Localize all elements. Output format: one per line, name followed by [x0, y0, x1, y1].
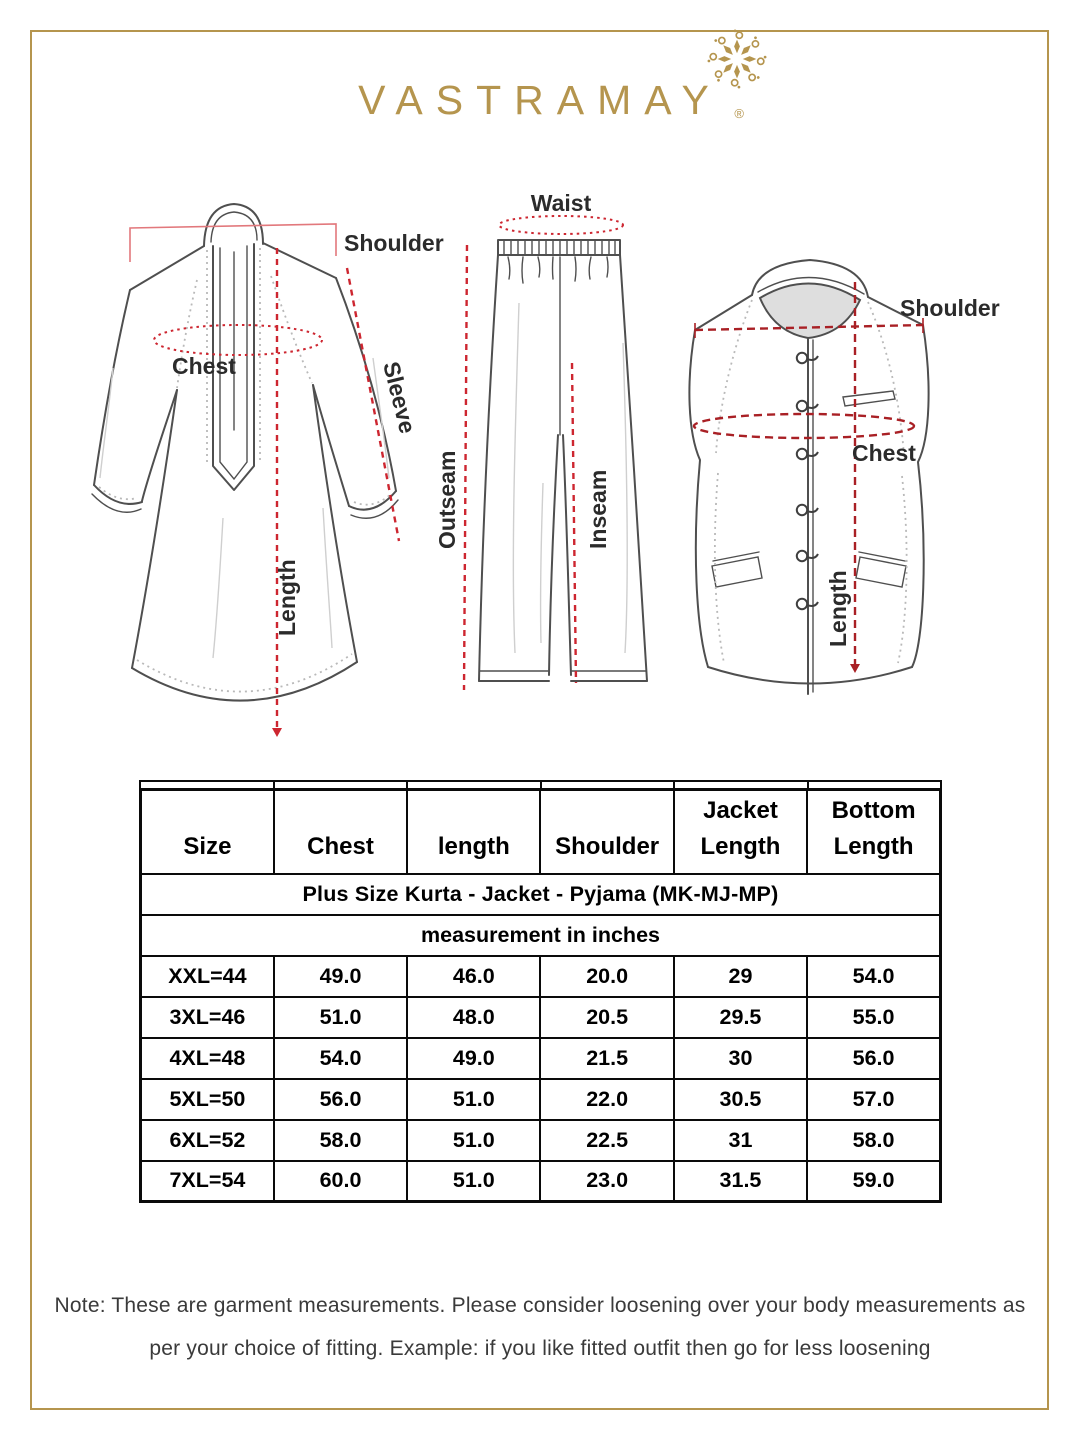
column-header-shoulder: Shoulder — [540, 790, 673, 874]
measurement-cell: 55.0 — [807, 997, 940, 1038]
measurement-cell: 30 — [674, 1038, 807, 1079]
size-table-body — [141, 956, 941, 1202]
registered-trademark: ® — [734, 106, 744, 121]
table-title-row — [141, 874, 941, 915]
kurta-sleeve-label: Sleeve — [378, 358, 422, 436]
size-cell: 5XL=50 — [141, 1079, 274, 1120]
measurement-cell: 20.5 — [540, 997, 673, 1038]
kurta-diagram — [73, 188, 449, 768]
measurement-cell: 51.0 — [407, 1161, 540, 1202]
measurement-cell: 51.0 — [274, 997, 407, 1038]
size-cell: 3XL=46 — [141, 997, 274, 1038]
table-row — [141, 1120, 941, 1161]
measurement-cell: 22.5 — [540, 1120, 673, 1161]
measurement-cell: 57.0 — [807, 1079, 940, 1120]
size-chart-table — [139, 780, 942, 1203]
pyjama-outseam-label: Outseam — [434, 450, 460, 549]
measurement-cell: 51.0 — [407, 1079, 540, 1120]
jacket-shoulder-label: Shoulder — [900, 295, 1000, 321]
table-row — [141, 956, 941, 997]
table-row — [141, 1079, 941, 1120]
pyjama-waist-label: Waist — [530, 190, 592, 216]
table-row — [141, 997, 941, 1038]
measurement-cell: 21.5 — [540, 1038, 673, 1079]
table-row — [141, 1161, 941, 1202]
measurement-cell: 22.0 — [540, 1079, 673, 1120]
size-cell: XXL=44 — [141, 956, 274, 997]
column-header-size: Size — [141, 790, 274, 874]
measurement-cell: 31.5 — [674, 1161, 807, 1202]
measurement-cell: 56.0 — [807, 1038, 940, 1079]
table-subtitle-row — [141, 915, 941, 956]
jacket-chest-label: Chest — [852, 440, 916, 466]
jacket-length-label: Length — [825, 570, 851, 647]
measurement-cell: 49.0 — [274, 956, 407, 997]
size-cell: 6XL=52 — [141, 1120, 274, 1161]
measurement-cell: 51.0 — [407, 1120, 540, 1161]
measurement-cell: 48.0 — [407, 997, 540, 1038]
measurement-cell: 60.0 — [274, 1161, 407, 1202]
measurement-cell: 29 — [674, 956, 807, 997]
measurement-cell: 56.0 — [274, 1079, 407, 1120]
table-header-row — [141, 790, 941, 874]
brand-logo — [0, 77, 1080, 123]
table-title: Plus Size Kurta - Jacket - Pyjama (MK-MJ-MP) — [141, 874, 941, 915]
measurement-cell: 58.0 — [807, 1120, 940, 1161]
measurement-cell: 59.0 — [807, 1161, 940, 1202]
measurement-cell: 23.0 — [540, 1161, 673, 1202]
measurement-cell: 31 — [674, 1120, 807, 1161]
measurement-cell: 20.0 — [540, 956, 673, 997]
measurement-note: Note: These are garment measurements. Please consider loosening over your body measurements as per your choice of fitting. Example: if you like fitted outfit then go for less loosening — [54, 1294, 1026, 1361]
jacket-diagram — [688, 248, 1012, 768]
kurta-shoulder-label: Shoulder — [344, 230, 444, 256]
column-header-jacket-length: Jacket Length — [674, 790, 807, 874]
measurement-cell: 54.0 — [274, 1038, 407, 1079]
mandala-icon — [706, 28, 768, 90]
measurement-cell: 54.0 — [807, 956, 940, 997]
clipped-row-remnant — [139, 780, 942, 788]
measurement-cell: 58.0 — [274, 1120, 407, 1161]
measurement-cell: 29.5 — [674, 997, 807, 1038]
column-header-length: length — [407, 790, 540, 874]
brand-logo-text: VASTRAMAY — [358, 77, 722, 123]
kurta-chest-label: Chest — [172, 353, 236, 379]
size-cell: 4XL=48 — [141, 1038, 274, 1079]
table-row — [141, 1038, 941, 1079]
table-subtitle: measurement in inches — [141, 915, 941, 956]
pyjama-inseam-label: Inseam — [585, 469, 611, 549]
pyjama-diagram — [423, 183, 715, 745]
measurement-cell: 30.5 — [674, 1079, 807, 1120]
measurement-cell: 46.0 — [407, 956, 540, 997]
size-cell: 7XL=54 — [141, 1161, 274, 1202]
column-header-bottom-length: Bottom Length — [807, 790, 940, 874]
measurement-cell: 49.0 — [407, 1038, 540, 1079]
column-header-chest: Chest — [274, 790, 407, 874]
kurta-length-label: Length — [274, 559, 300, 636]
